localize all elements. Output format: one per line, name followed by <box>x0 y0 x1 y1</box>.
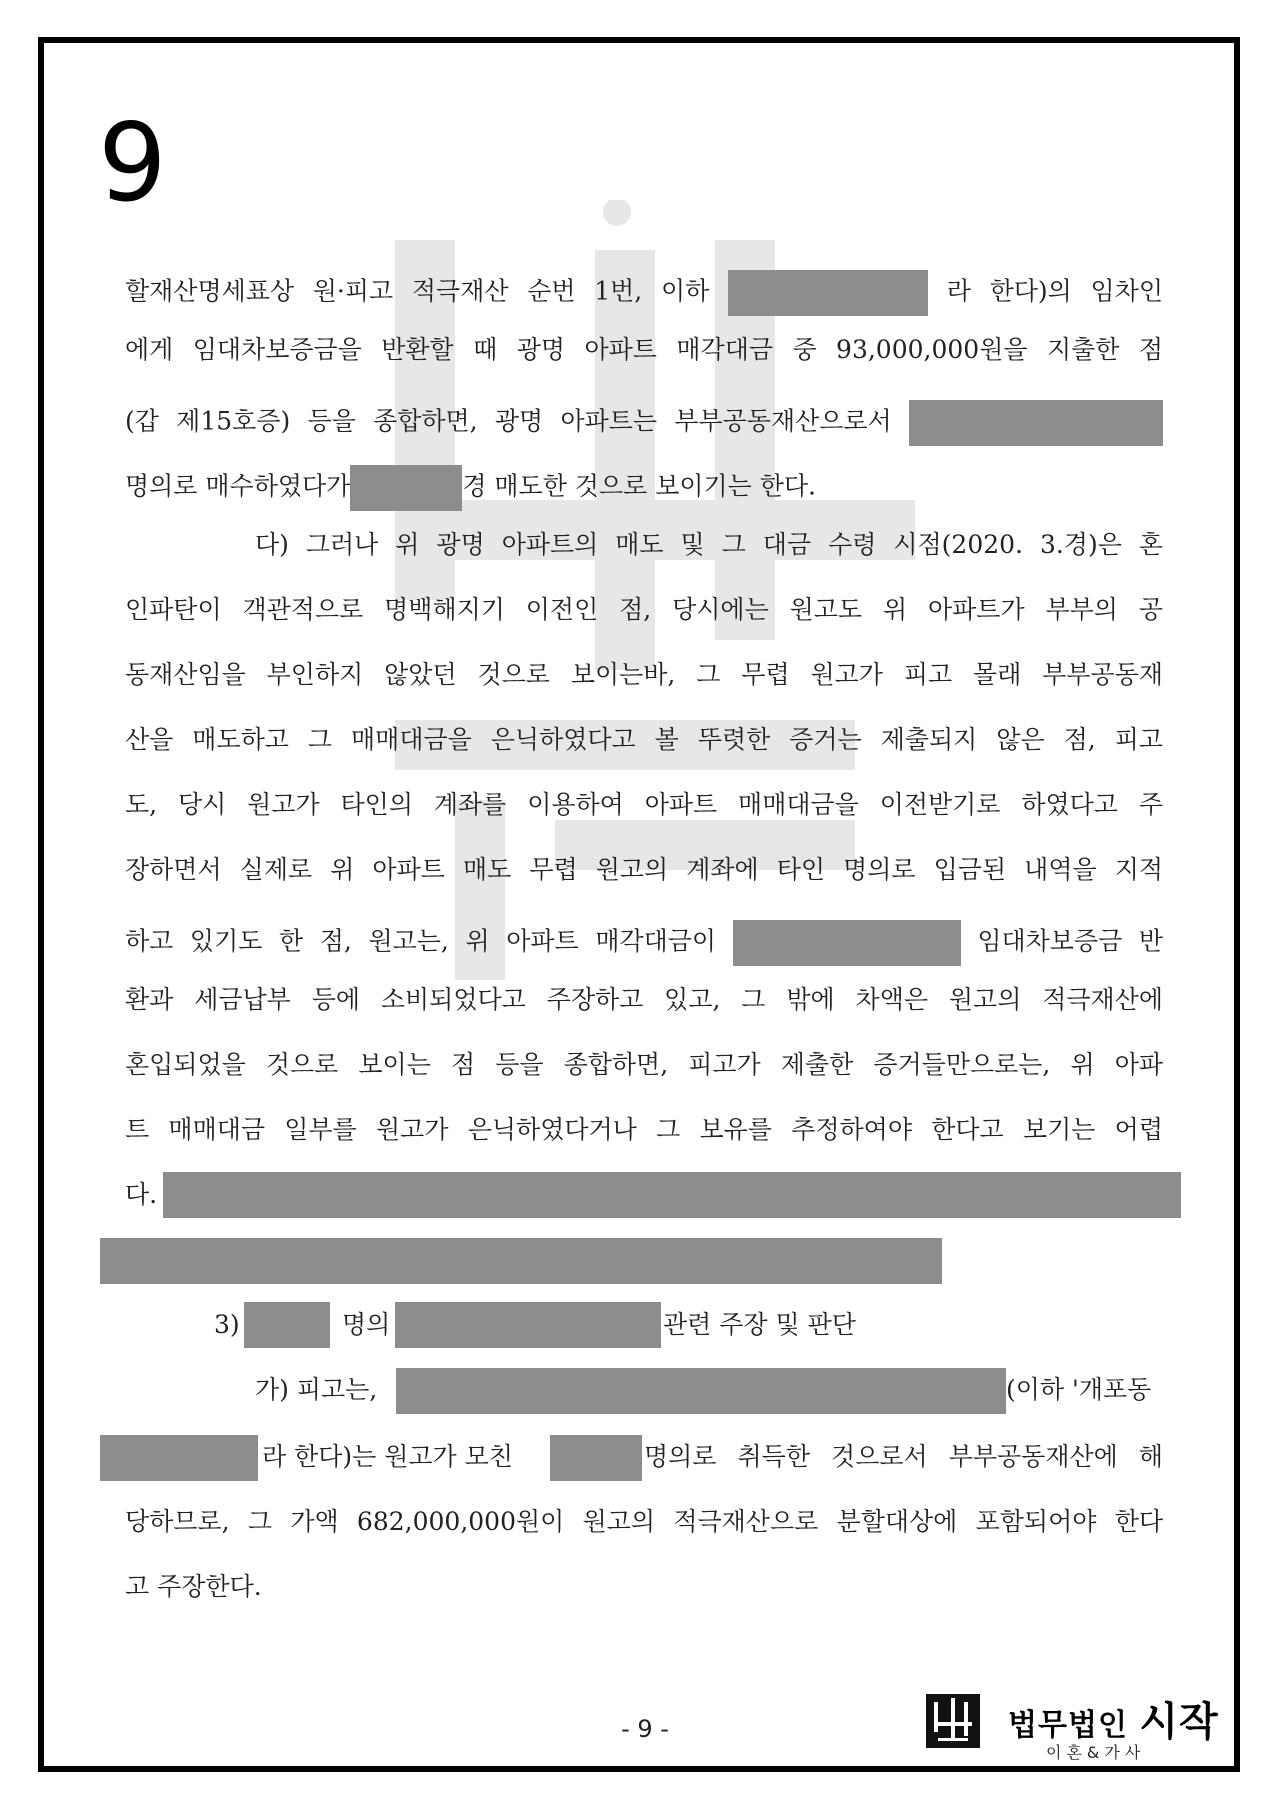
text-segment: 하고 있기도 한 점, 원고는, 위 아파트 매각대금이 <box>125 926 717 956</box>
firm-subtitle: 이혼&가사 <box>1046 1743 1146 1762</box>
redaction-block <box>728 270 928 316</box>
redaction-block <box>396 1368 1006 1414</box>
page-number-large: 9 <box>98 101 167 226</box>
text-line <box>125 270 1163 316</box>
redaction-block <box>909 400 1163 446</box>
redaction-block <box>350 465 462 511</box>
redaction-block <box>100 1238 942 1284</box>
text-line: 동재산임을 부인하지 않았던 것으로 보이는바, 그 무렵 원고가 피고 몰래 부부공동재 <box>125 660 1163 689</box>
text-line <box>125 920 1163 966</box>
firm-name-main: 시작 <box>1139 1699 1219 1745</box>
text-line: (이하 '개포동 <box>1006 1375 1152 1404</box>
text-line <box>125 465 1163 511</box>
firm-logo-mark-icon <box>926 1694 980 1748</box>
text-segment: 경 매도한 것으로 보이기는 한다. <box>462 471 816 501</box>
text-line: 관련 주장 및 판단 <box>663 1310 856 1339</box>
redaction-block <box>244 1302 330 1348</box>
text-line: 명의로 취득한 것으로서 부부공동재산에 해 <box>644 1442 1163 1471</box>
firm-logo <box>926 1690 1219 1762</box>
text-line: 가) 피고는, <box>255 1375 378 1404</box>
text-line: 라 한다)는 원고가 모친 <box>262 1442 513 1471</box>
text-line: 산을 매도하고 그 매매대금을 은닉하였다고 볼 뚜렷한 증거는 제출되지 않은 점, 피고 <box>125 725 1163 754</box>
text-line: 다) 그러나 위 광명 아파트의 매도 및 그 대금 수령 시점(2020. 3.경)은 혼 <box>255 530 1163 559</box>
text-line: 고 주장한다. <box>125 1572 262 1601</box>
text-segment: (갑 제15호증) 등을 종합하면, 광명 아파트는 부부공동재산으로서 <box>125 406 892 436</box>
firm-name-prefix: 법무법인 <box>1008 1708 1140 1743</box>
redaction-block <box>100 1435 258 1481</box>
footer-page-number: - 9 - <box>621 1715 669 1743</box>
text-segment: 라 한다)의 임차인 <box>946 276 1164 306</box>
text-line: 인파탄이 객관적으로 명백해지기 이전인 점, 당시에는 원고도 위 아파트가 부부의 공 <box>125 595 1163 624</box>
text-line: 장하면서 실제로 위 아파트 매도 무렵 원고의 계좌에 타인 명의로 입금된 내역을 지적 <box>125 855 1163 884</box>
text-segment: 임대차보증금 반 <box>977 926 1163 956</box>
text-line: 당하므로, 그 가액 682,000,000원이 원고의 적극재산으로 분할대상에 포함되어야 한다 <box>125 1507 1163 1536</box>
text-segment: 할재산명세표상 원·피고 적극재산 순번 1번, 이하 <box>125 276 710 306</box>
text-line: 환과 세금납부 등에 소비되었다고 주장하고 있고, 그 밖에 차액은 원고의 적극재산에 <box>125 985 1163 1014</box>
redaction-block <box>163 1172 1181 1218</box>
redaction-block <box>550 1435 642 1481</box>
redaction-block <box>733 920 961 966</box>
text-line: 혼입되었을 것으로 보이는 점 등을 종합하면, 피고가 제출한 증거들만으로는, 위 아파 <box>125 1050 1163 1079</box>
text-line: 도, 당시 원고가 타인의 계좌를 이용하여 아파트 매매대금을 이전받기로 하였다고 주 <box>125 790 1163 819</box>
text-segment: 명의로 매수하였다가 <box>125 471 351 501</box>
text-line: 트 매매대금 일부를 원고가 은닉하였다거나 그 보유를 추정하여야 한다고 보기는 어렵 <box>125 1115 1163 1144</box>
text-line <box>125 400 1163 446</box>
firm-name <box>1008 1690 1219 1747</box>
text-segment: 다. <box>125 1180 158 1209</box>
text-segment: 3) <box>214 1310 240 1339</box>
text-line: 에게 임대차보증금을 반환할 때 광명 아파트 매각대금 중 93,000,000원을 지출한 점 <box>125 335 1163 364</box>
redaction-block <box>395 1302 661 1348</box>
text-line: 명의 <box>342 1310 391 1339</box>
